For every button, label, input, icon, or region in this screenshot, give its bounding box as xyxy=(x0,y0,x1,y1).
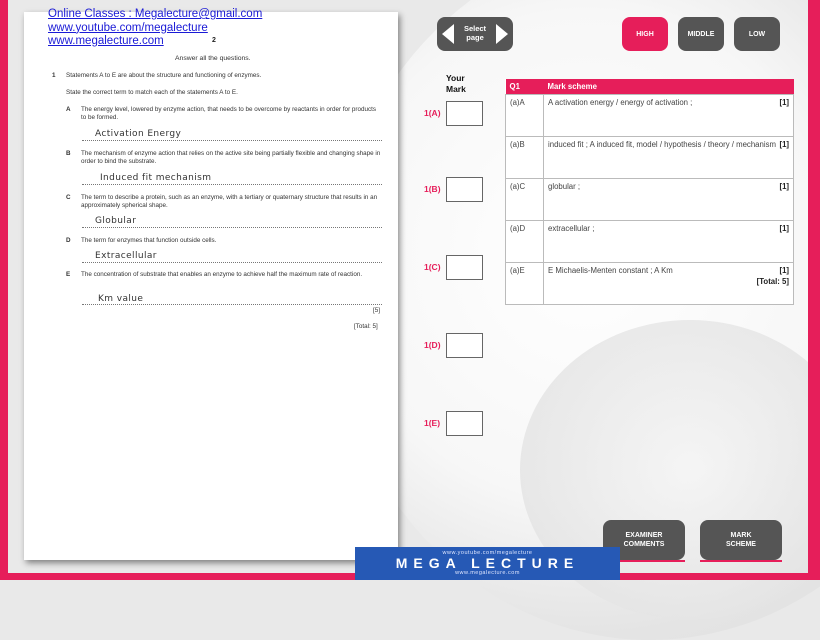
mega-lecture-banner xyxy=(355,547,620,580)
statement-text-d: The term for enzymes that function outside cells. xyxy=(81,237,217,244)
question-label-1d: 1(D) xyxy=(424,340,441,350)
mark-scheme-button[interactable]: MARK SCHEME xyxy=(700,520,782,560)
row-question: (a)A xyxy=(506,95,544,137)
previous-page-arrow-icon[interactable] xyxy=(442,24,454,44)
question-label-1e: 1(E) xyxy=(424,418,441,428)
examiner-comments-button[interactable]: EXAMINER COMMENTS xyxy=(603,520,685,560)
row-mark: [1] xyxy=(779,140,789,149)
mark-input-1e[interactable] xyxy=(446,411,483,436)
row-mark: [1] xyxy=(779,266,789,275)
row-question: (a)D xyxy=(506,221,544,263)
statement-letter-a: A xyxy=(66,106,71,113)
question-label-1c: 1(C) xyxy=(424,262,441,272)
mark-input-1c[interactable] xyxy=(446,255,483,280)
mark-input-1d[interactable] xyxy=(446,333,483,358)
answer-c: Globular xyxy=(95,216,137,226)
statement-letter-b: B xyxy=(66,150,71,157)
marks-available: [5] xyxy=(373,307,381,314)
statement-text-c: The term to describe a protein, such as an enzyme, with a tertiary or quaternary structure that results in an approximately spherical shape. xyxy=(81,194,378,209)
row-question: (a)C xyxy=(506,179,544,221)
row-text: extracellular ; xyxy=(548,224,595,233)
answer-line-c xyxy=(82,227,382,228)
select-page-button[interactable] xyxy=(437,17,513,51)
mark-scheme-total: [Total: 5] xyxy=(756,277,789,286)
statement-text-e: The concentration of substrate that enables an enzyme to achieve half the maximum rate of reaction. xyxy=(81,271,363,278)
answer-e: Km value xyxy=(98,294,144,304)
row-text: globular ; xyxy=(548,182,581,191)
answer-line-e xyxy=(82,304,382,305)
row-answer xyxy=(544,179,794,221)
answer-line-a xyxy=(82,140,382,141)
question-label-1a: 1(A) xyxy=(424,108,441,118)
answer-b: Induced fit mechanism xyxy=(100,173,212,183)
row-answer xyxy=(544,137,794,179)
statement-letter-e: E xyxy=(66,271,71,278)
question-instruction: State the correct term to match each of the statements A to E. xyxy=(66,89,238,96)
select-page-label: Select page xyxy=(463,24,487,42)
button-accent-stripe xyxy=(700,560,782,562)
statement-letter-d: D xyxy=(66,237,71,244)
statement-letter-c: C xyxy=(66,194,71,201)
banner-logo-text: MEGA LECTURE xyxy=(395,555,580,571)
frame-left-border xyxy=(0,0,8,580)
youtube-link[interactable]: www.youtube.com/megalecture xyxy=(48,21,208,34)
contact-links xyxy=(48,8,262,49)
website-link[interactable]: www.megalecture.com xyxy=(48,35,164,47)
mark-input-1a[interactable] xyxy=(446,101,483,126)
answer-a: Activation Energy xyxy=(95,129,182,139)
table-row xyxy=(506,263,794,305)
row-mark: [1] xyxy=(779,224,789,233)
statement-text-b: The mechanism of enzyme action that relies on the active site being partially flexible and changing shape in order to bind the substrate. xyxy=(81,150,381,165)
banner-website-text: www.megalecture.com xyxy=(455,570,520,576)
paper-total: [Total: 5] xyxy=(354,323,378,330)
row-text: induced fit ; A induced fit, model / hypothesis / theory / mechanism xyxy=(548,140,776,149)
email-link[interactable]: Online Classes : Megalecture@gmail.com xyxy=(48,8,263,20)
statement-text-a: The energy level, lowered by enzyme action, that needs to be overcome by reactants in order for products to be formed. xyxy=(81,106,377,121)
answer-d: Extracellular xyxy=(95,251,157,261)
high-level-button[interactable]: HIGH xyxy=(622,17,668,51)
answer-line-b xyxy=(82,184,382,185)
paper-heading: Answer all the questions. xyxy=(175,55,251,62)
row-mark: [1] xyxy=(779,98,789,107)
page-number: 2 xyxy=(212,37,216,44)
row-answer xyxy=(544,95,794,137)
table-row xyxy=(506,179,794,221)
column-header-mark-scheme: Mark scheme xyxy=(544,79,794,95)
row-text: A activation energy / energy of activation ; xyxy=(548,98,693,107)
row-question: (a)B xyxy=(506,137,544,179)
mark-scheme-header xyxy=(506,79,794,95)
question-intro: Statements A to E are about the structure and functioning of enzymes. xyxy=(66,72,262,79)
your-mark-heading: Your Mark xyxy=(446,73,466,94)
frame-right-border xyxy=(808,0,820,580)
row-answer xyxy=(544,263,794,305)
middle-level-button[interactable]: MIDDLE xyxy=(678,17,724,51)
table-row xyxy=(506,137,794,179)
question-label-1b: 1(B) xyxy=(424,184,441,194)
column-header-question: Q1 xyxy=(506,79,544,95)
row-mark: [1] xyxy=(779,182,789,191)
row-text: E Michaelis-Menten constant ; A Km xyxy=(548,266,673,275)
low-level-button[interactable]: LOW xyxy=(734,17,780,51)
table-row xyxy=(506,221,794,263)
next-page-arrow-icon[interactable] xyxy=(496,24,508,44)
table-row xyxy=(506,95,794,137)
row-question: (a)E xyxy=(506,263,544,305)
mark-scheme-table xyxy=(505,79,794,305)
row-answer xyxy=(544,221,794,263)
mark-input-1b[interactable] xyxy=(446,177,483,202)
question-number: 1 xyxy=(52,72,56,79)
banner-youtube-text: www.youtube.com/megalecture xyxy=(442,550,533,556)
answer-line-d xyxy=(82,262,382,263)
